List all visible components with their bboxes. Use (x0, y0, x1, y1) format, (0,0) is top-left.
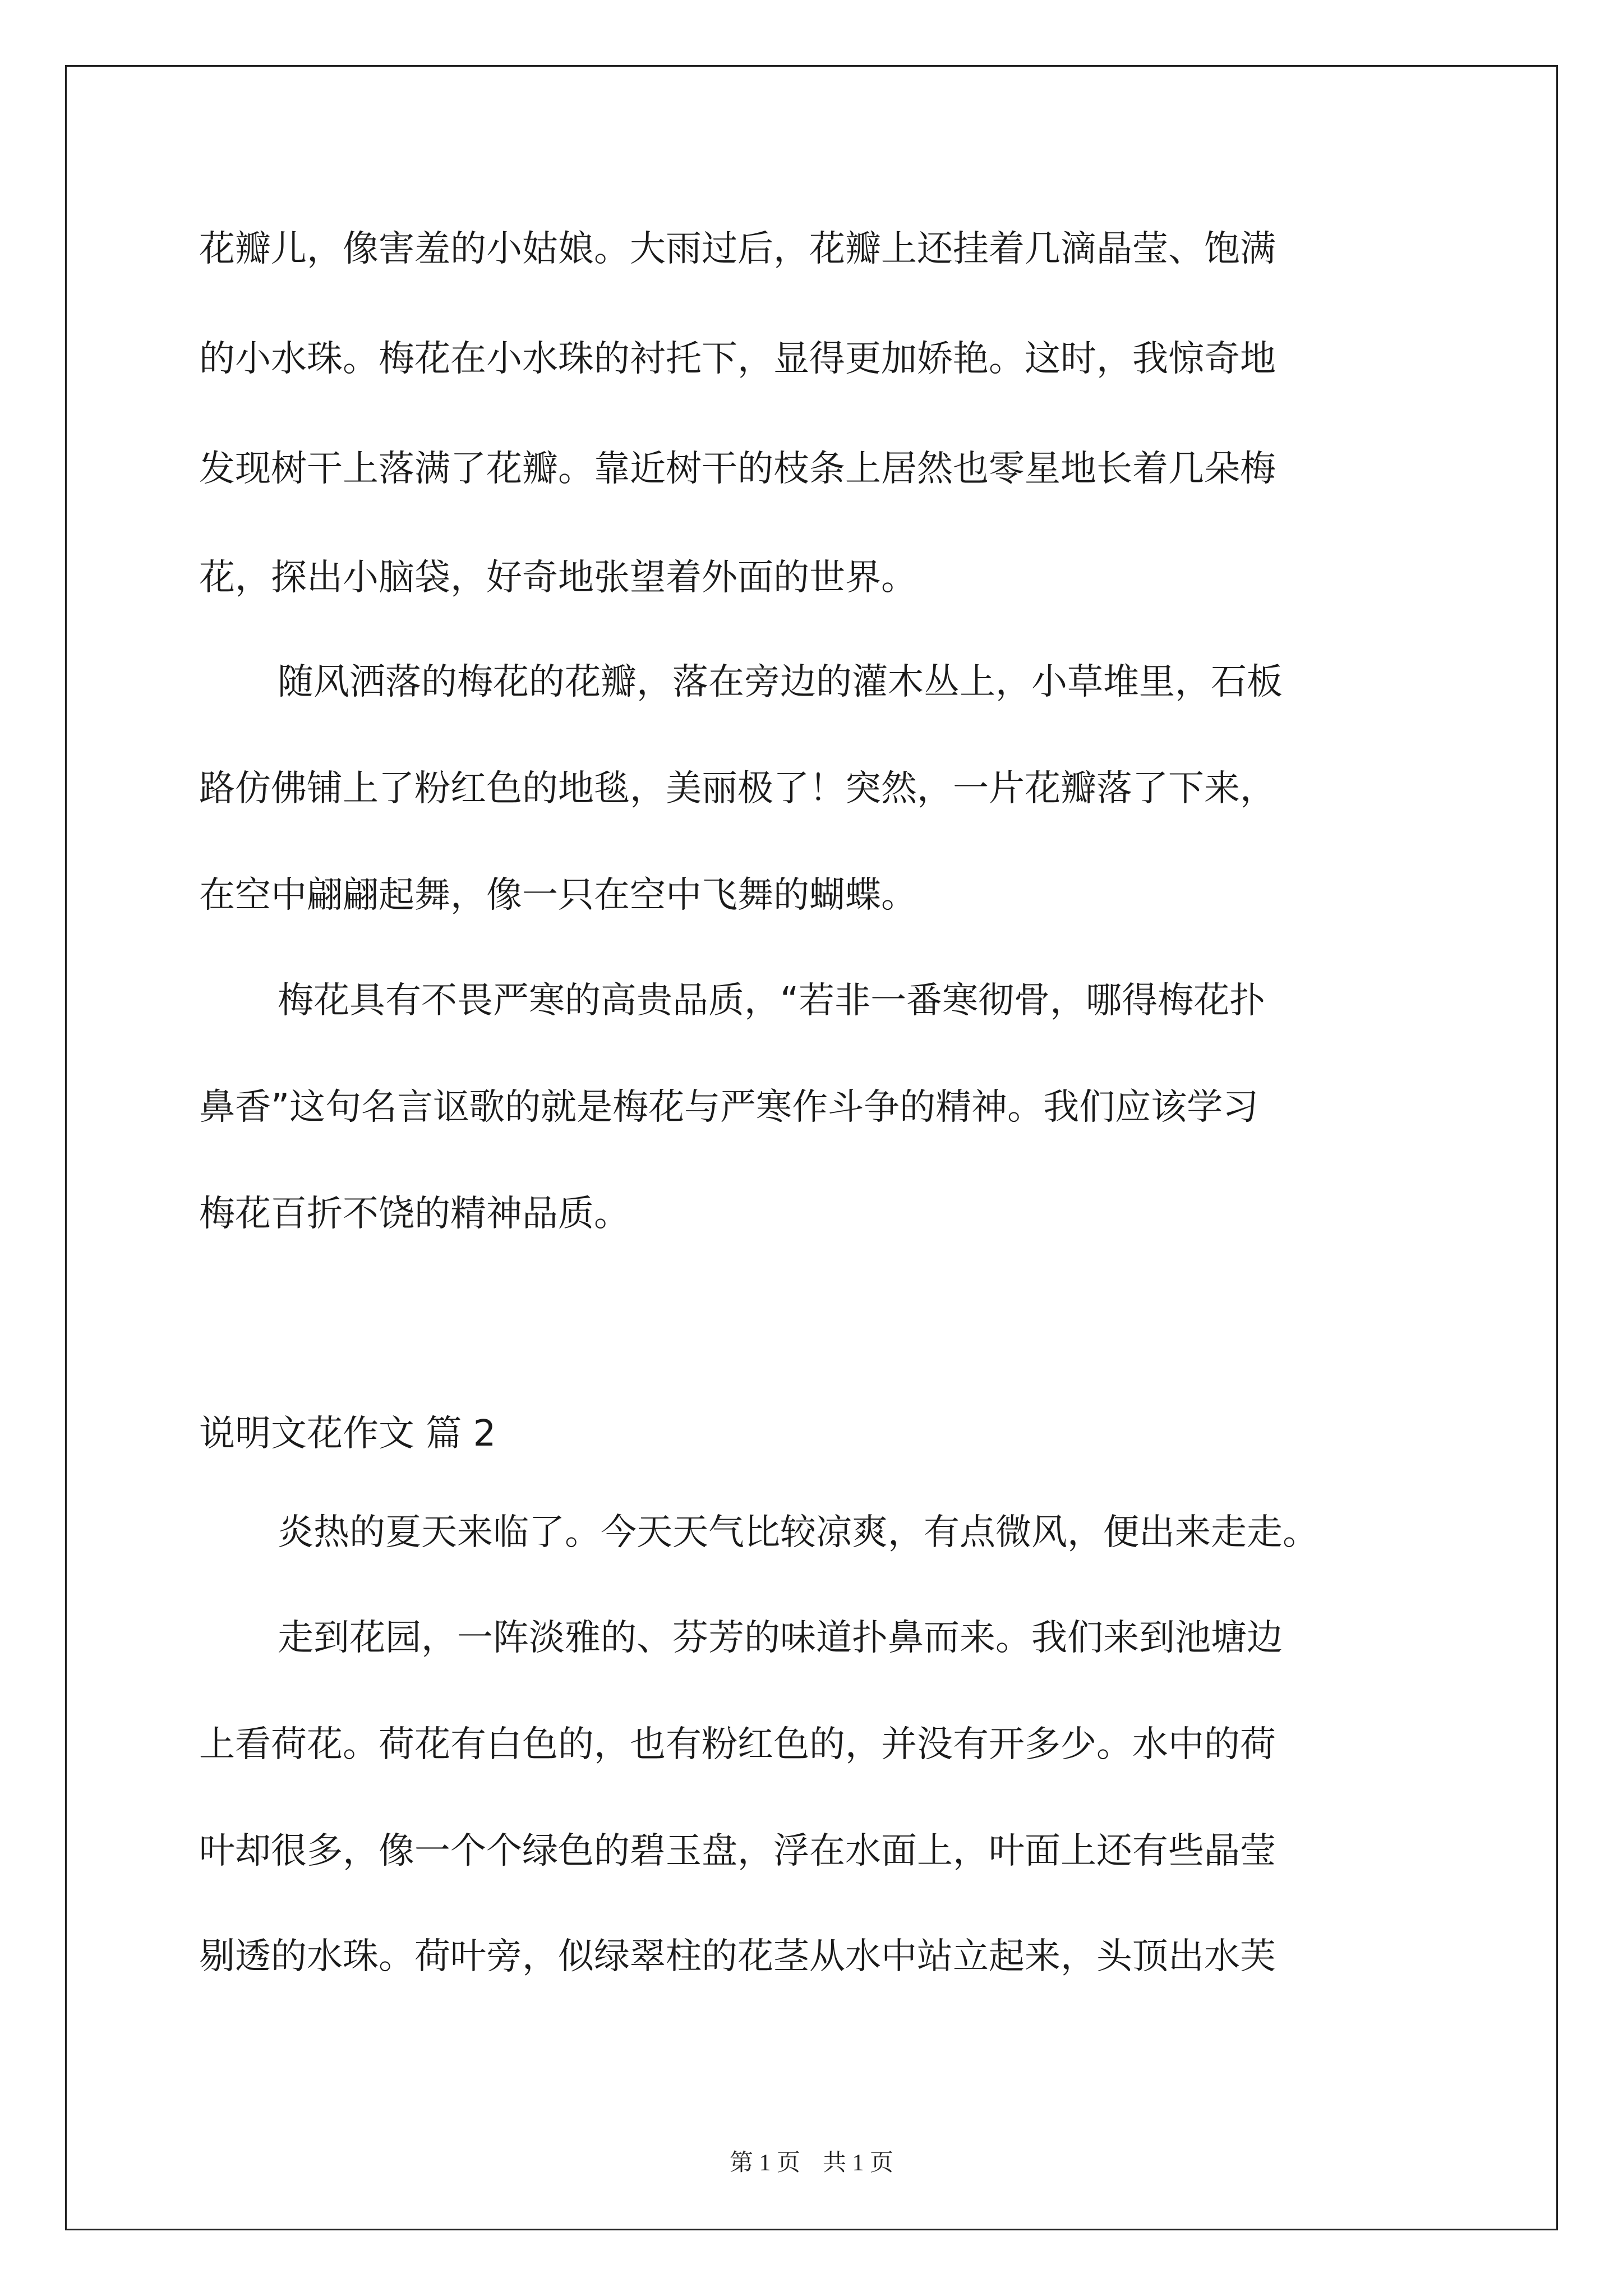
paragraph-line: 炎热的夏天来临了。今天天气比较凉爽，有点微风，便出来走走。 (278, 1512, 1318, 1553)
paragraph-line: 花瓣儿，像害羞的小姑娘。大雨过后，花瓣上还挂着几滴晶莹、饱满 (199, 228, 1276, 270)
paragraph-line: 梅花百折不饶的精神品质。 (199, 1193, 630, 1235)
page-border (65, 65, 1558, 2230)
paragraph-line: 花，探出小脑袋，好奇地张望着外面的世界。 (199, 557, 917, 599)
paragraph-line: 剔透的水珠。荷叶旁，似绿翠柱的花茎从水中站立起来，头顶出水芙 (199, 1936, 1276, 1977)
paragraph-line: 上看荷花。荷花有白色的，也有粉红色的，并没有开多少。水中的荷 (199, 1724, 1276, 1765)
paragraph-line: 的小水珠。梅花在小水珠的衬托下，显得更加娇艳。这时，我惊奇地 (199, 338, 1276, 380)
page-number: 第 1 页 (729, 2150, 800, 2176)
paragraph-line: 随风洒落的梅花的花瓣，落在旁边的灌木丛上，小草堆里，石板 (278, 661, 1283, 703)
page-total: 共 1 页 (823, 2150, 894, 2176)
paragraph-line: 路仿佛铺上了粉红色的地毯，美丽极了！突然，一片花瓣落了下来， (199, 768, 1276, 809)
page-footer (0, 2148, 1623, 2178)
paragraph-line: 梅花具有不畏严寒的高贵品质，“若非一番寒彻骨，哪得梅花扑 (278, 980, 1266, 1022)
paragraph-line: 在空中翩翩起舞，像一只在空中飞舞的蝴蝶。 (199, 875, 917, 916)
paragraph-line: 走到花园，一阵淡雅的、芬芳的味道扑鼻而来。我们来到池塘边 (278, 1617, 1283, 1659)
paragraph-line: 叶却很多，像一个个绿色的碧玉盘，浮在水面上，叶面上还有些晶莹 (199, 1830, 1276, 1872)
section-heading: 说明文花作文 篇 2 (199, 1413, 496, 1455)
paragraph-line: 鼻香”这句名言讴歌的就是梅花与严寒作斗争的精神。我们应该学习 (199, 1087, 1259, 1128)
paragraph-line: 发现树干上落满了花瓣。靠近树干的枝条上居然也零星地长着几朵梅 (199, 448, 1276, 490)
